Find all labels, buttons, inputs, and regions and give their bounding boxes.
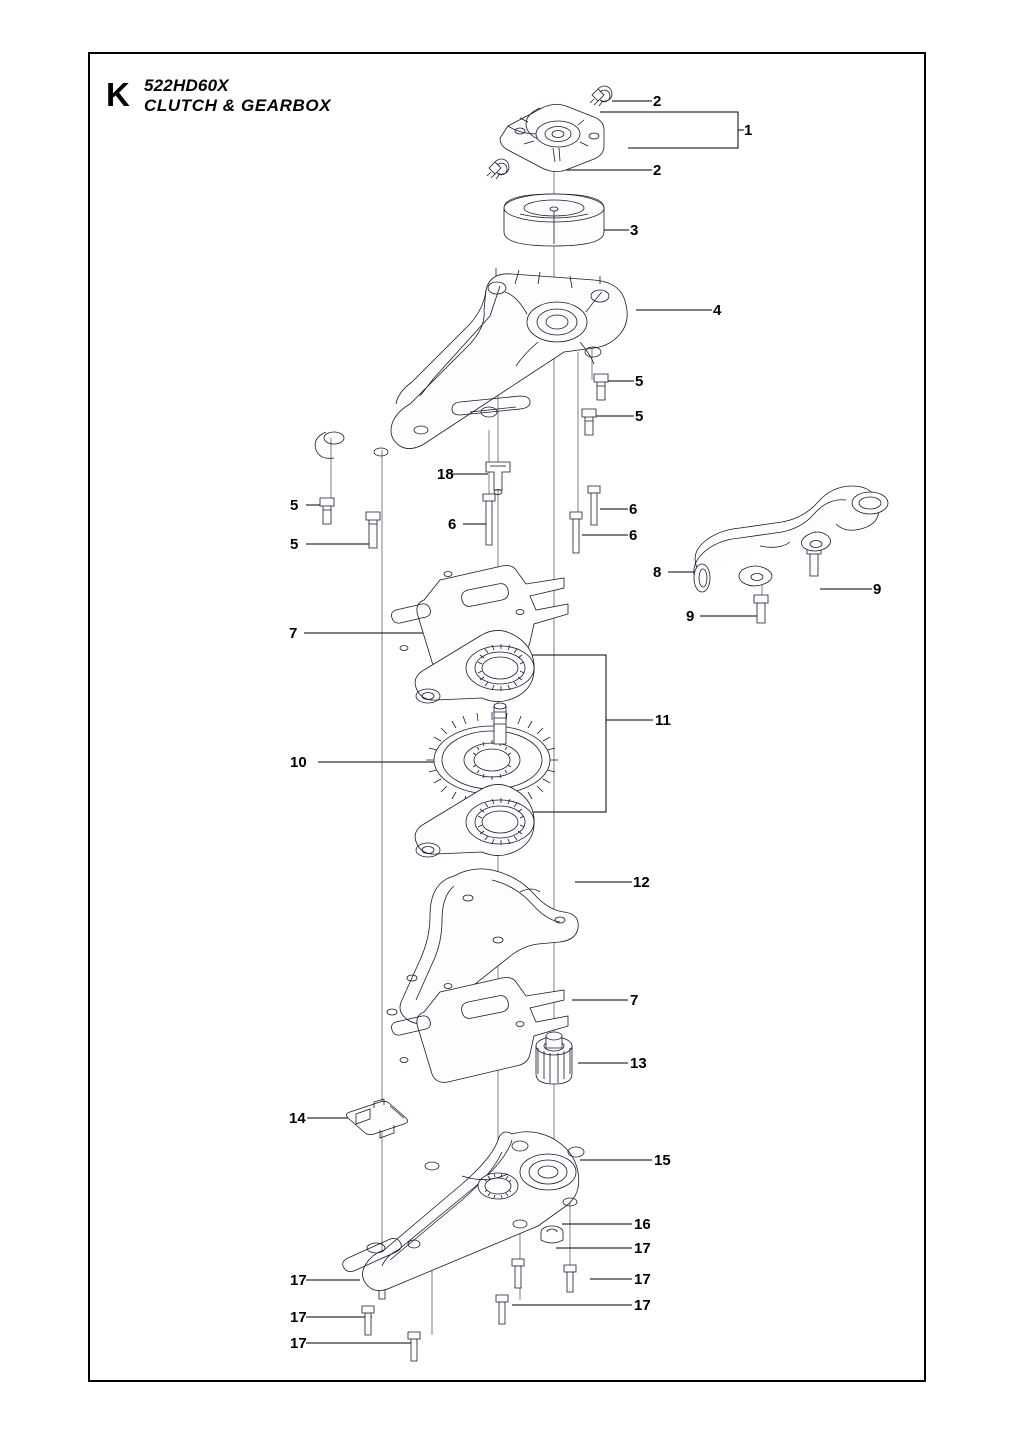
bolt-9b	[754, 595, 768, 623]
callout-6a: 6	[448, 516, 457, 533]
callout-17c: 17	[634, 1297, 651, 1314]
callout-9a: 9	[873, 581, 882, 598]
part-13-pinion-gear	[536, 1032, 572, 1084]
bolt-6c	[570, 512, 582, 553]
part-4-upper-housing	[315, 268, 627, 458]
bolt-17b	[564, 1265, 576, 1292]
callout-15: 15	[654, 1152, 671, 1169]
callout-8: 8	[653, 564, 662, 581]
callout-6c: 6	[629, 527, 638, 544]
callout-17d: 17	[290, 1272, 307, 1289]
callout-16: 16	[634, 1216, 651, 1233]
part-1-clutch-hub	[500, 104, 604, 171]
bolt-17f	[408, 1332, 420, 1361]
bolt-6a	[483, 494, 495, 545]
page-title: CLUTCH & GEARBOX	[144, 96, 332, 115]
part-18-bracket	[486, 462, 510, 495]
callout-17b: 17	[634, 1271, 651, 1288]
callout-17f: 17	[290, 1335, 307, 1352]
bolt-17e	[362, 1306, 374, 1335]
part-14-clip	[346, 1099, 407, 1138]
part-3-clutch-drum	[504, 194, 604, 246]
part-2-spring-lower	[487, 159, 509, 179]
callout-2b: 2	[653, 162, 662, 179]
callout-4: 4	[713, 302, 722, 319]
bolt-17c	[496, 1295, 508, 1324]
callout-7b: 7	[630, 992, 639, 1009]
callout-7a: 7	[289, 625, 298, 642]
callout-6b: 6	[629, 501, 638, 518]
callout-1: 1	[744, 122, 753, 139]
callout-14: 14	[289, 1110, 306, 1127]
part-15-lower-housing	[343, 1132, 584, 1291]
bolt-5a	[594, 374, 608, 400]
callout-3: 3	[630, 222, 639, 239]
model-number: 522HD60X	[144, 76, 229, 95]
callout-9b: 9	[686, 608, 695, 625]
callout-5a: 5	[635, 373, 644, 390]
callout-17e: 17	[290, 1309, 307, 1326]
part-8-elbow-pipe	[694, 486, 888, 592]
bolt-6b	[588, 486, 600, 525]
part-2-spring-upper	[590, 86, 612, 106]
fasteners	[320, 374, 821, 1361]
bolt-5c	[320, 498, 334, 524]
callout-5c: 5	[290, 497, 299, 514]
callout-10: 10	[290, 754, 307, 771]
callout-17a: 17	[634, 1240, 651, 1257]
callout-13: 13	[630, 1055, 647, 1072]
part-11-link-arm-lower	[415, 784, 534, 857]
callout-5b: 5	[635, 408, 644, 425]
bolt-5d	[366, 512, 380, 548]
bolt-17a	[512, 1259, 524, 1288]
part-16-washer	[541, 1226, 563, 1243]
callout-11: 11	[655, 712, 671, 729]
section-letter: K	[106, 76, 129, 113]
callout-18: 18	[437, 466, 454, 483]
callout-2a: 2	[653, 93, 662, 110]
callout-12: 12	[633, 874, 650, 891]
callout-5d: 5	[290, 536, 299, 553]
bolt-5b	[582, 409, 596, 435]
